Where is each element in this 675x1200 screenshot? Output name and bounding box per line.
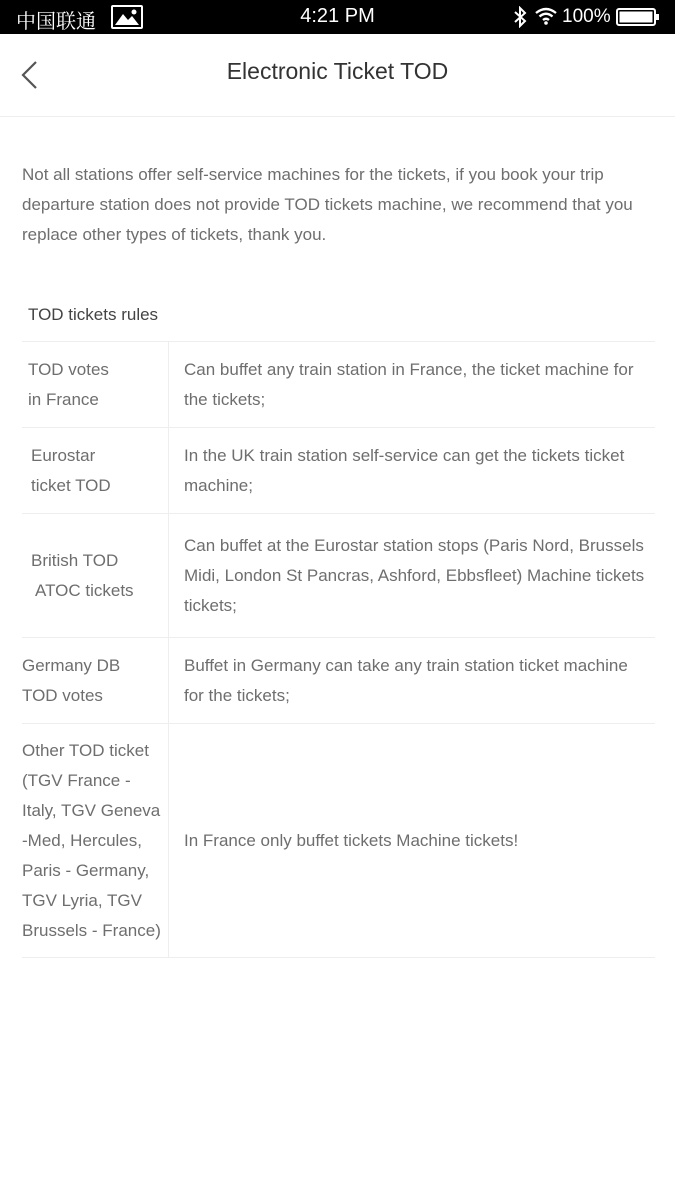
row-label-line: ticket TOD <box>31 475 111 495</box>
row-label-line: Italy, TGV Geneva <box>22 800 161 820</box>
row-label-line: Germany DB <box>22 655 121 675</box>
row-label <box>22 428 169 513</box>
table-row <box>22 342 655 428</box>
row-label-line: British TOD <box>31 550 119 570</box>
bluetooth-icon <box>512 6 528 28</box>
row-label <box>22 342 169 427</box>
row-label-line: TGV Lyria, TGV <box>22 890 142 910</box>
page-title: Electronic Ticket TOD <box>226 58 449 84</box>
row-description: Can buffet any train station in France, the ticket machine for the tickets; <box>184 359 634 409</box>
row-label-line: Other TOD ticket <box>22 740 149 760</box>
row-label-line: TOD votes <box>22 685 103 705</box>
row-label-line: in France <box>28 389 99 409</box>
row-label <box>22 724 169 957</box>
navigation-bar <box>0 34 675 117</box>
row-label <box>22 514 169 637</box>
row-label-line: Brussels - France) <box>22 920 161 940</box>
table-row <box>22 724 655 958</box>
rules-section-title: TOD tickets rules <box>28 305 159 324</box>
rules-table <box>22 341 655 958</box>
table-row <box>22 638 655 724</box>
row-description: In France only buffet tickets Machine tickets! <box>184 830 519 850</box>
row-label-line: TOD votes <box>28 359 109 379</box>
row-label <box>22 638 169 723</box>
table-row <box>22 514 655 638</box>
wifi-icon <box>535 7 557 25</box>
row-description: In the UK train station self-service can get the tickets ticket machine; <box>184 445 625 495</box>
row-label-line: -Med, Hercules, <box>22 830 142 850</box>
row-label-line: (TGV France - <box>22 770 131 790</box>
row-label-line: ATOC tickets <box>35 580 134 600</box>
intro-text: Not all stations offer self-service machines for the tickets, if you book your trip departure station does not provide TOD tickets machine, we recommend that you replace other types of tickets, thank you. <box>22 165 633 244</box>
row-description: Can buffet at the Eurostar station stops (Paris Nord, Brussels Midi, London St Pancras, Ashford, Ebbsfleet) Machine tickets tickets; <box>184 535 645 615</box>
clock-time: 4:21 PM <box>300 5 375 27</box>
row-description: Buffet in Germany can take any train station ticket machine for the tickets; <box>184 655 628 705</box>
table-row <box>22 428 655 514</box>
battery-percentage: 100% <box>562 6 611 27</box>
battery-icon <box>616 8 660 26</box>
row-label-line: Paris - Germany, <box>22 860 150 880</box>
carrier-name: 中国联通 <box>16 9 96 33</box>
row-label-line: Eurostar <box>31 445 96 465</box>
status-bar <box>0 0 675 34</box>
